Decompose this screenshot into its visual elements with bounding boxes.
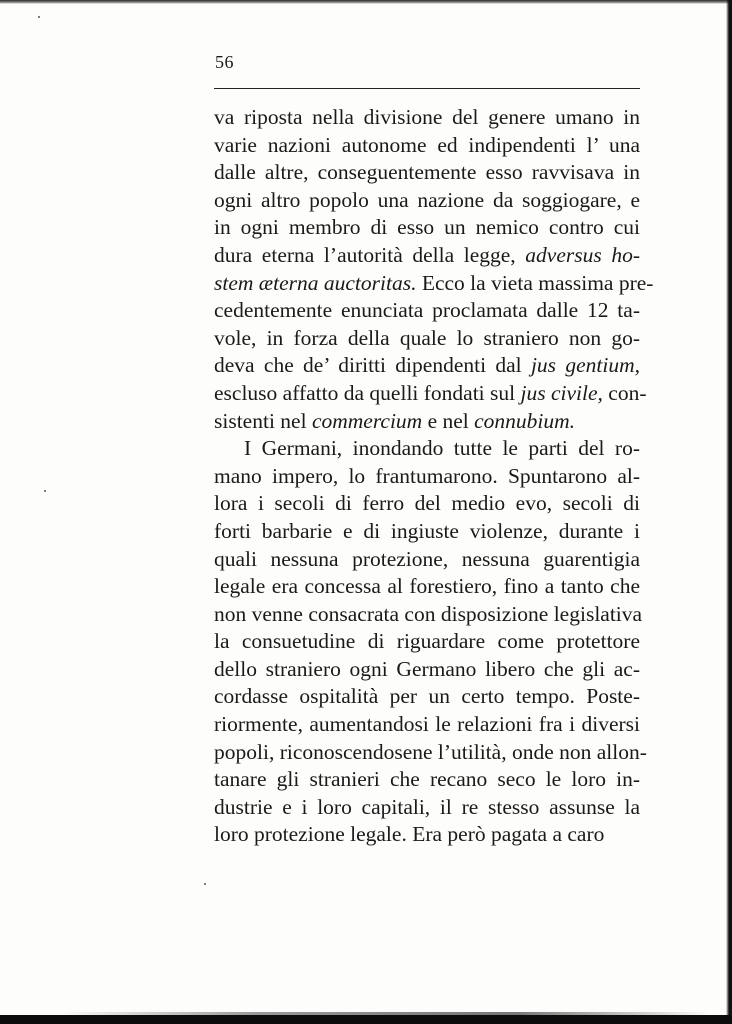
text-segment: sistenti nel [214,408,312,433]
text-segment: escluso affatto da quelli fondati sul [214,380,521,405]
text-line [214,683,640,711]
text-line [214,187,640,215]
text-segment: in ogni membro di esso un nemico contro cui [214,215,640,240]
text-segment: cordasse ospitalità per un certo tempo. Poste- [214,684,640,709]
text-segment: forti barbarie e di ingiuste violenze, durante i [214,518,640,543]
text-segment: quali nessuna protezione, nessuna guarentigia [214,546,640,571]
italic-text-segment: jus civile, [520,380,603,405]
text-segment: dello straniero ogni Germano libero che gli ac- [214,656,640,681]
text-segment: dalle altre, conseguentemente esso ravvisava in [214,160,640,185]
text-line [214,242,640,270]
text-line [214,380,647,408]
text-segment: dustrie e i loro capitali, il re stesso assunse la [214,794,640,819]
text-line [214,518,640,546]
page-number: 56 [215,52,234,72]
text-line [214,739,647,767]
text-segment: varie nazioni autonome ed indipendenti l’ una [214,132,640,157]
paper-speck [38,16,40,18]
text-line [214,352,640,380]
text-segment: la consuetudine di riguardare come protettore [214,629,640,654]
text-segment: I Germani, inondando tutte le parti del ro- [244,436,640,461]
text-line [214,711,640,739]
text-segment: tanare gli stranieri che recano seco le loro in- [214,767,640,792]
text-segment: Ecco la vieta massima pre- [416,270,654,295]
scan-edge-bottom [0,1015,732,1024]
text-segment: va riposta nella divisione del genere umano in [214,105,640,129]
text-line [214,297,640,325]
italic-text-segment: commercium [311,408,423,433]
text-line [214,821,640,849]
text-line [214,656,640,684]
text-segment: lora i secoli di ferro del medio evo, secoli di [214,491,640,516]
paragraph [214,435,647,849]
italic-text-segment: adversus ho- [525,242,640,267]
text-line [214,601,643,629]
text-segment: mano impero, lo frantumarono. Spuntarono al- [214,463,640,488]
text-line [214,628,640,656]
italic-text-segment: jus gentium, [530,353,640,378]
text-line [214,490,640,518]
text-line [214,214,640,242]
text-line [214,325,640,353]
italic-text-segment: stem æterna auctoritas. [214,270,417,295]
text-line [214,794,640,822]
text-segment: popoli, riconoscendosene l’utilità, onde non allon- [214,739,647,764]
paragraph [214,104,654,435]
text-line [214,435,640,463]
text-segment: loro protezione legale. Era però pagata a caro [214,822,605,847]
text-segment: non venne consacrata con disposizione legislativa [214,601,643,626]
text-segment: cedentemente enunciata proclamata dalle 12 ta- [214,298,640,323]
scan-edge-right [726,0,732,1024]
text-segment: legale era concessa al forestiero, fino a tanto che [214,574,640,599]
text-line [214,270,654,298]
text-segment: riormente, aumentandosi le relazioni fra i diversi [214,712,640,737]
text-segment: ogni altro popolo una nazione da soggiogare, e [214,187,640,212]
text-line [214,132,640,160]
text-line [214,546,640,574]
text-segment: con- [602,380,647,405]
italic-text-segment: connubium. [474,408,576,433]
text-line [214,573,640,601]
text-line [214,408,640,436]
paper-speck [44,490,46,492]
text-segment: deva che de’ diritti dipendenti dal [214,353,531,378]
text-line [214,104,640,132]
text-segment: dura eterna l’autorità della legge, [214,242,526,267]
paper-speck [204,883,206,885]
text-segment: e nel [422,408,475,433]
text-line [214,463,640,491]
text-segment: vole, in forza della quale lo straniero non go- [214,325,640,350]
body-text [214,104,654,849]
header-rule [214,88,640,89]
scan-edge-top [0,0,732,4]
text-line [214,766,640,794]
text-line [214,159,640,187]
